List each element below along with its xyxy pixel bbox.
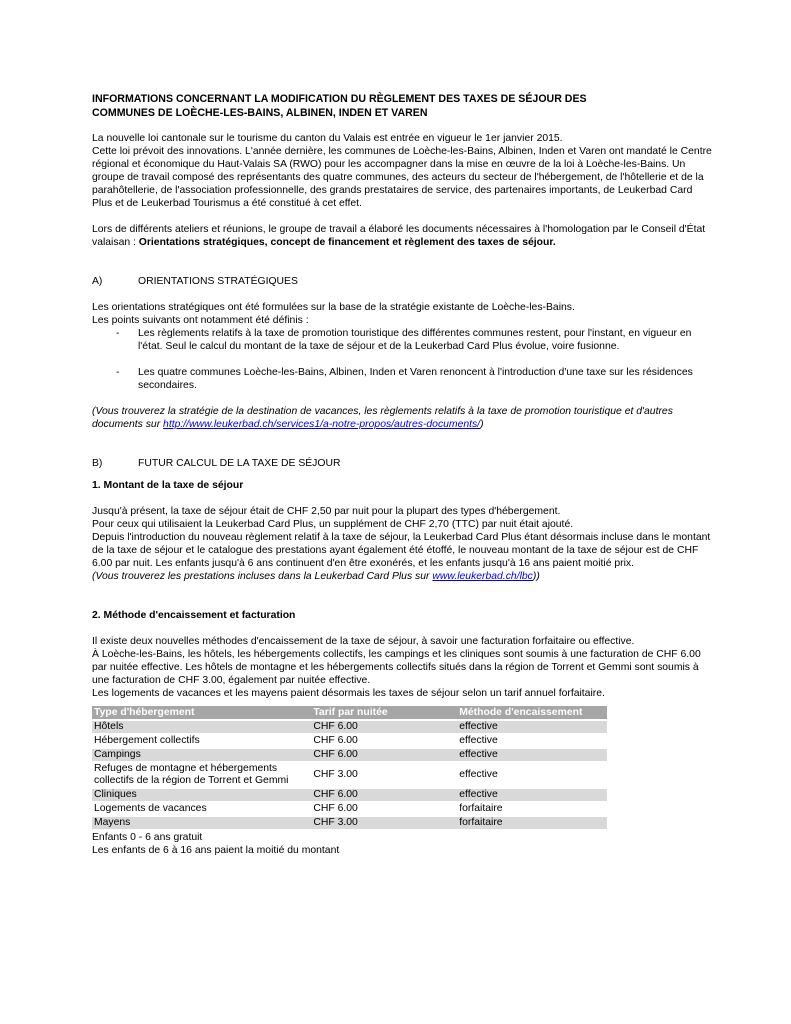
intro-p2-bold: Orientations stratégiques, concept de financement et règlement des taxes de séjour. xyxy=(138,237,556,248)
table-row xyxy=(92,763,607,787)
sub2-line-1: Il existe deux nouvelles méthodes d'encaissement de la taxe de séjour, à savoir une facturation forfaitaire ou effective. xyxy=(92,636,635,647)
intro-line-1: La nouvelle loi cantonale sur le tourisme du canton du Valais est entrée en vigueur le 1er janvier 2015. xyxy=(92,133,563,144)
table-cell: Refuges de montagne et hébergements collectifs de la région de Torrent et Gemmi xyxy=(92,763,311,787)
column-header: Méthode d'encaissement xyxy=(457,706,607,719)
table-cell: Hébergement collectifs xyxy=(92,735,311,747)
sub1-line-3: Depuis l'introduction du nouveau règlement relatif à la taxe de séjour, la Leukerbad Card Plus étant désormais incluse dans le montant de la taxe de séjour et le catalogue des prestations ayant également été étoffé, le nouveau montant de la taxe de séjour est de CHF 6.00 par nuit. Les enfants jusqu'à 6 ans continuent d'en être exonérés, et les enfants jusqu'à 16 ans paient moitié prix. xyxy=(92,532,711,569)
column-header: Tarif par nuitée xyxy=(311,706,457,719)
table-row xyxy=(92,789,607,801)
section-a-line-1: Les orientations stratégiques ont été formulées sur la base de la stratégie existante de Loèche-les-Bains. xyxy=(92,302,575,313)
intro-paragraph-2 xyxy=(92,223,714,249)
table-row xyxy=(92,817,607,829)
table-row xyxy=(92,803,607,815)
tariff-table xyxy=(92,704,607,831)
table-footnote-2: Les enfants de 6 à 16 ans paient la moitié du montant xyxy=(92,845,340,856)
sub1-note-end: )) xyxy=(532,571,540,582)
section-a-heading xyxy=(92,275,714,288)
table-cell: Campings xyxy=(92,749,311,761)
table-cell: Mayens xyxy=(92,817,311,829)
table-row xyxy=(92,735,607,747)
table-cell: CHF 3.00 xyxy=(311,817,457,829)
subheading-1: 1. Montant de la taxe de séjour xyxy=(92,480,244,491)
intro-p2-text: Lors de différents ateliers et réunions, le groupe de travail a élaboré les documents nécessaires à l'homologation par le Conseil d'État valaisan : xyxy=(92,224,706,248)
section-a-title: ORIENTATIONS STRATÉGIQUES xyxy=(138,276,298,287)
table-cell: CHF 6.00 xyxy=(311,721,457,733)
sub2-line-2: À Loèche-les-Bains, les hôtels, les hébergements collectifs, les campings et les cliniques sont soumis à une facturation de CHF 6.00 par nuitée effective. Les hôtels de montagne et les hébergements collectifs situés dans la région de Torrent et Gemmi sont soumis à une facturation de CHF 3.00, également par nuitée effective. xyxy=(92,649,701,686)
section-b-title: FUTUR CALCUL DE LA TAXE DE SÉJOUR xyxy=(138,458,341,469)
table-cell: effective xyxy=(457,735,607,747)
sub1-note-text: (Vous trouverez les prestations incluses dans la Leukerbad Card Plus sur xyxy=(92,571,433,582)
table-cell: CHF 6.00 xyxy=(311,749,457,761)
bullet-item: - Les quatre communes Loèche-les-Bains, Albinen, Inden et Varen renoncent à l'introduction d'une taxe sur les résidences secondaires. xyxy=(92,366,714,392)
section-a-letter: A) xyxy=(92,276,103,287)
section-b-letter: B) xyxy=(92,458,103,469)
sub1-note xyxy=(92,570,714,583)
sub1-line-1: Jusqu'à présent, la taxe de séjour était de CHF 2,50 par nuit pour la plupart des types d'hébergement. xyxy=(92,506,561,517)
section-a-note xyxy=(92,405,714,431)
section-a-bullets xyxy=(92,327,714,392)
bullet-item: - Les règlements relatifs à la taxe de promotion touristique des différentes communes restent, pour l'instant, en vigueur en l'état. Seul le calcul du montant de la taxe de séjour et de la Leukerbad Card Plus évolue, voire fusionne. xyxy=(92,327,714,353)
section-a-note-end: ) xyxy=(480,419,484,430)
table-row xyxy=(92,749,607,761)
table-cell: CHF 6.00 xyxy=(311,803,457,815)
documents-link[interactable]: http://www.leukerbad.ch/services1/a-notre-propos/autres-documents/ xyxy=(163,419,481,430)
table-cell: forfaitaire xyxy=(457,803,607,815)
table-cell: CHF 6.00 xyxy=(311,735,457,747)
table-footnote-1: Enfants 0 - 6 ans gratuit xyxy=(92,832,203,843)
table-cell: Hôtels xyxy=(92,721,311,733)
table-cell: Logements de vacances xyxy=(92,803,311,815)
sub2-line-3: Les logements de vacances et les mayens paient désormais les taxes de séjour selon un tarif annuel forfaitaire. xyxy=(92,688,605,699)
table-cell: effective xyxy=(457,721,607,733)
title-line-1: INFORMATIONS CONCERNANT LA MODIFICATION DU RÈGLEMENT DES TAXES DE SÉJOUR DES xyxy=(92,93,587,105)
table-cell: effective xyxy=(457,749,607,761)
table-header-row xyxy=(92,706,607,719)
table-row xyxy=(92,721,607,733)
table-cell: CHF 3.00 xyxy=(311,763,457,787)
section-a-note-text: (Vous trouverez la stratégie de la destination de vacances, les règlements relatifs à la taxe de promotion touristique et d'autres documents sur xyxy=(92,406,673,430)
table-cell: CHF 6.00 xyxy=(311,789,457,801)
table-cell: effective xyxy=(457,763,607,787)
column-header: Type d'hébergement xyxy=(92,706,311,719)
lbc-link[interactable]: www.leukerbad.ch/lbc xyxy=(432,571,533,582)
section-b-heading xyxy=(92,457,714,470)
document-page xyxy=(92,92,714,857)
document-title xyxy=(92,92,714,120)
table-cell: effective xyxy=(457,789,607,801)
section-a-line-2: Les points suivants ont notamment été définis : xyxy=(92,315,309,326)
intro-paragraph: Cette loi prévoit des innovations. L'année dernière, les communes de Loèche-les-Bains, Albinen, Inden et Varen ont mandaté le Centre régional et économique du Haut-Valais SA (RWO) pour les accompagner dans la mise en œuvre de la loi à Loèche-les-Bains. Un groupe de travail composé des représentants des quatre communes, des acteurs du secteur de l'hébergement, de l'hôtellerie et de la parahôtellerie, de l'association professionnelle, des grands prestataires de service, des partenaires importants, de Leukerbad Card Plus et de Leukerbad Tourismus a été constitué à cet effet. xyxy=(92,146,712,209)
sub1-line-2: Pour ceux qui utilisaient la Leukerbad Card Plus, un supplément de CHF 2,70 (TTC) par nuit était ajouté. xyxy=(92,519,574,530)
table-cell: Cliniques xyxy=(92,789,311,801)
table-cell: forfaitaire xyxy=(457,817,607,829)
title-line-2: COMMUNES DE LOÈCHE-LES-BAINS, ALBINEN, INDEN ET VAREN xyxy=(92,107,428,119)
subheading-2: 2. Méthode d'encaissement et facturation xyxy=(92,610,296,621)
